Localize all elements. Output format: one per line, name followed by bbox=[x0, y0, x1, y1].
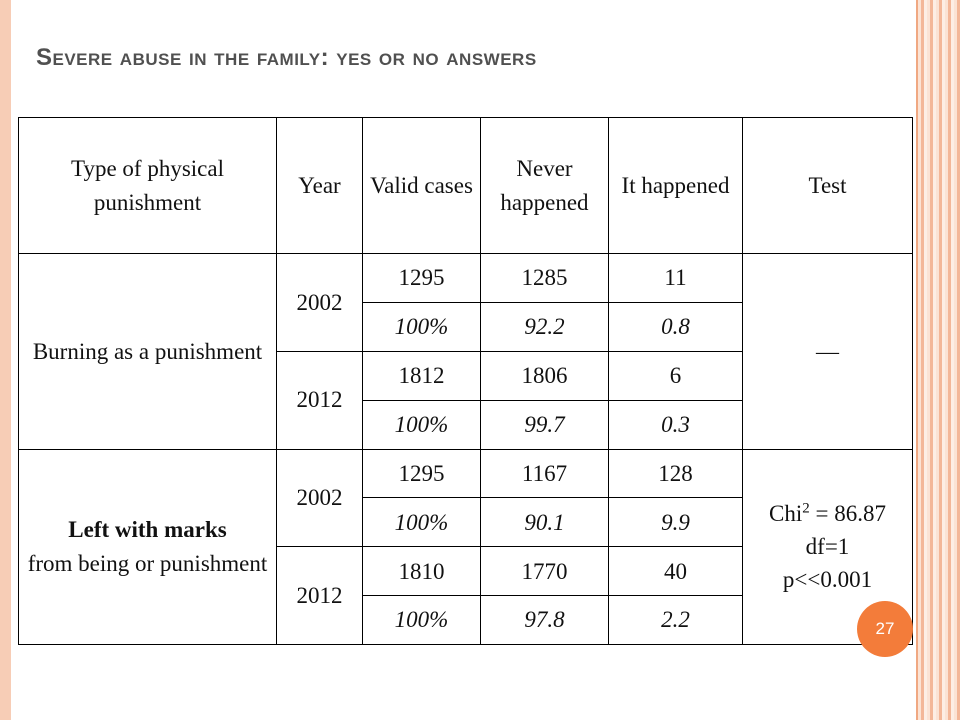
header-never-happened: Never happened bbox=[481, 118, 609, 254]
never-count-cell: 1167 bbox=[481, 449, 609, 498]
happened-count-cell: 128 bbox=[609, 449, 743, 498]
df-value: df=1 bbox=[805, 534, 850, 560]
year-cell: 2002 bbox=[277, 254, 363, 352]
valid-count-cell: 1810 bbox=[363, 547, 481, 596]
valid-count-cell: 1812 bbox=[363, 351, 481, 400]
p-value: p<<0.001 bbox=[782, 567, 873, 593]
happened-pct-cell: 9.9 bbox=[609, 498, 743, 547]
chi-label: Chi bbox=[769, 500, 803, 526]
table-row bbox=[19, 254, 913, 303]
never-pct-cell: 92.2 bbox=[481, 302, 609, 351]
never-count-cell: 1285 bbox=[481, 254, 609, 303]
year-cell: 2002 bbox=[277, 449, 363, 547]
chi-superscript: 2 bbox=[802, 500, 810, 517]
never-pct-cell: 90.1 bbox=[481, 498, 609, 547]
header-row bbox=[19, 118, 913, 254]
group-label-burning bbox=[19, 254, 277, 450]
happened-count-cell: 6 bbox=[609, 351, 743, 400]
left-border-decoration bbox=[0, 0, 11, 720]
valid-pct-cell: 100% bbox=[363, 400, 481, 449]
happened-count-cell: 11 bbox=[609, 254, 743, 303]
happened-pct-cell: 2.2 bbox=[609, 596, 743, 645]
year-cell: 2012 bbox=[277, 547, 363, 645]
happened-count-cell: 40 bbox=[609, 547, 743, 596]
group-label-marks bbox=[19, 449, 277, 645]
test-cell-burning: — bbox=[743, 254, 913, 450]
header-it-happened: It happened bbox=[609, 118, 743, 254]
year-cell: 2012 bbox=[277, 351, 363, 449]
valid-count-cell: 1295 bbox=[363, 449, 481, 498]
never-count-cell: 1806 bbox=[481, 351, 609, 400]
valid-pct-cell: 100% bbox=[363, 302, 481, 351]
happened-pct-cell: 0.8 bbox=[609, 302, 743, 351]
header-valid-cases: Valid cases bbox=[363, 118, 481, 254]
header-type: Type of physical punishment bbox=[19, 118, 277, 254]
valid-pct-cell: 100% bbox=[363, 596, 481, 645]
never-pct-cell: 99.7 bbox=[481, 400, 609, 449]
header-test: Test bbox=[743, 118, 913, 254]
table-row bbox=[19, 449, 913, 498]
valid-pct-cell: 100% bbox=[363, 498, 481, 547]
header-year: Year bbox=[277, 118, 363, 254]
punishment-table bbox=[18, 117, 913, 645]
page-number-badge: 27 bbox=[857, 601, 913, 657]
chi-value: = 86.87 bbox=[809, 500, 886, 526]
group-label-text: from being or punishment bbox=[27, 550, 268, 576]
slide-title: Severe abuse in the family: yes or no answers bbox=[36, 44, 537, 71]
happened-pct-cell: 0.3 bbox=[609, 400, 743, 449]
never-pct-cell: 97.8 bbox=[481, 596, 609, 645]
group-label-bold-text: Left with marks bbox=[68, 517, 227, 543]
never-count-cell: 1770 bbox=[481, 547, 609, 596]
valid-count-cell: 1295 bbox=[363, 254, 481, 303]
group-label-text: Burning as a punishment bbox=[32, 338, 263, 364]
right-border-decoration bbox=[918, 0, 960, 720]
